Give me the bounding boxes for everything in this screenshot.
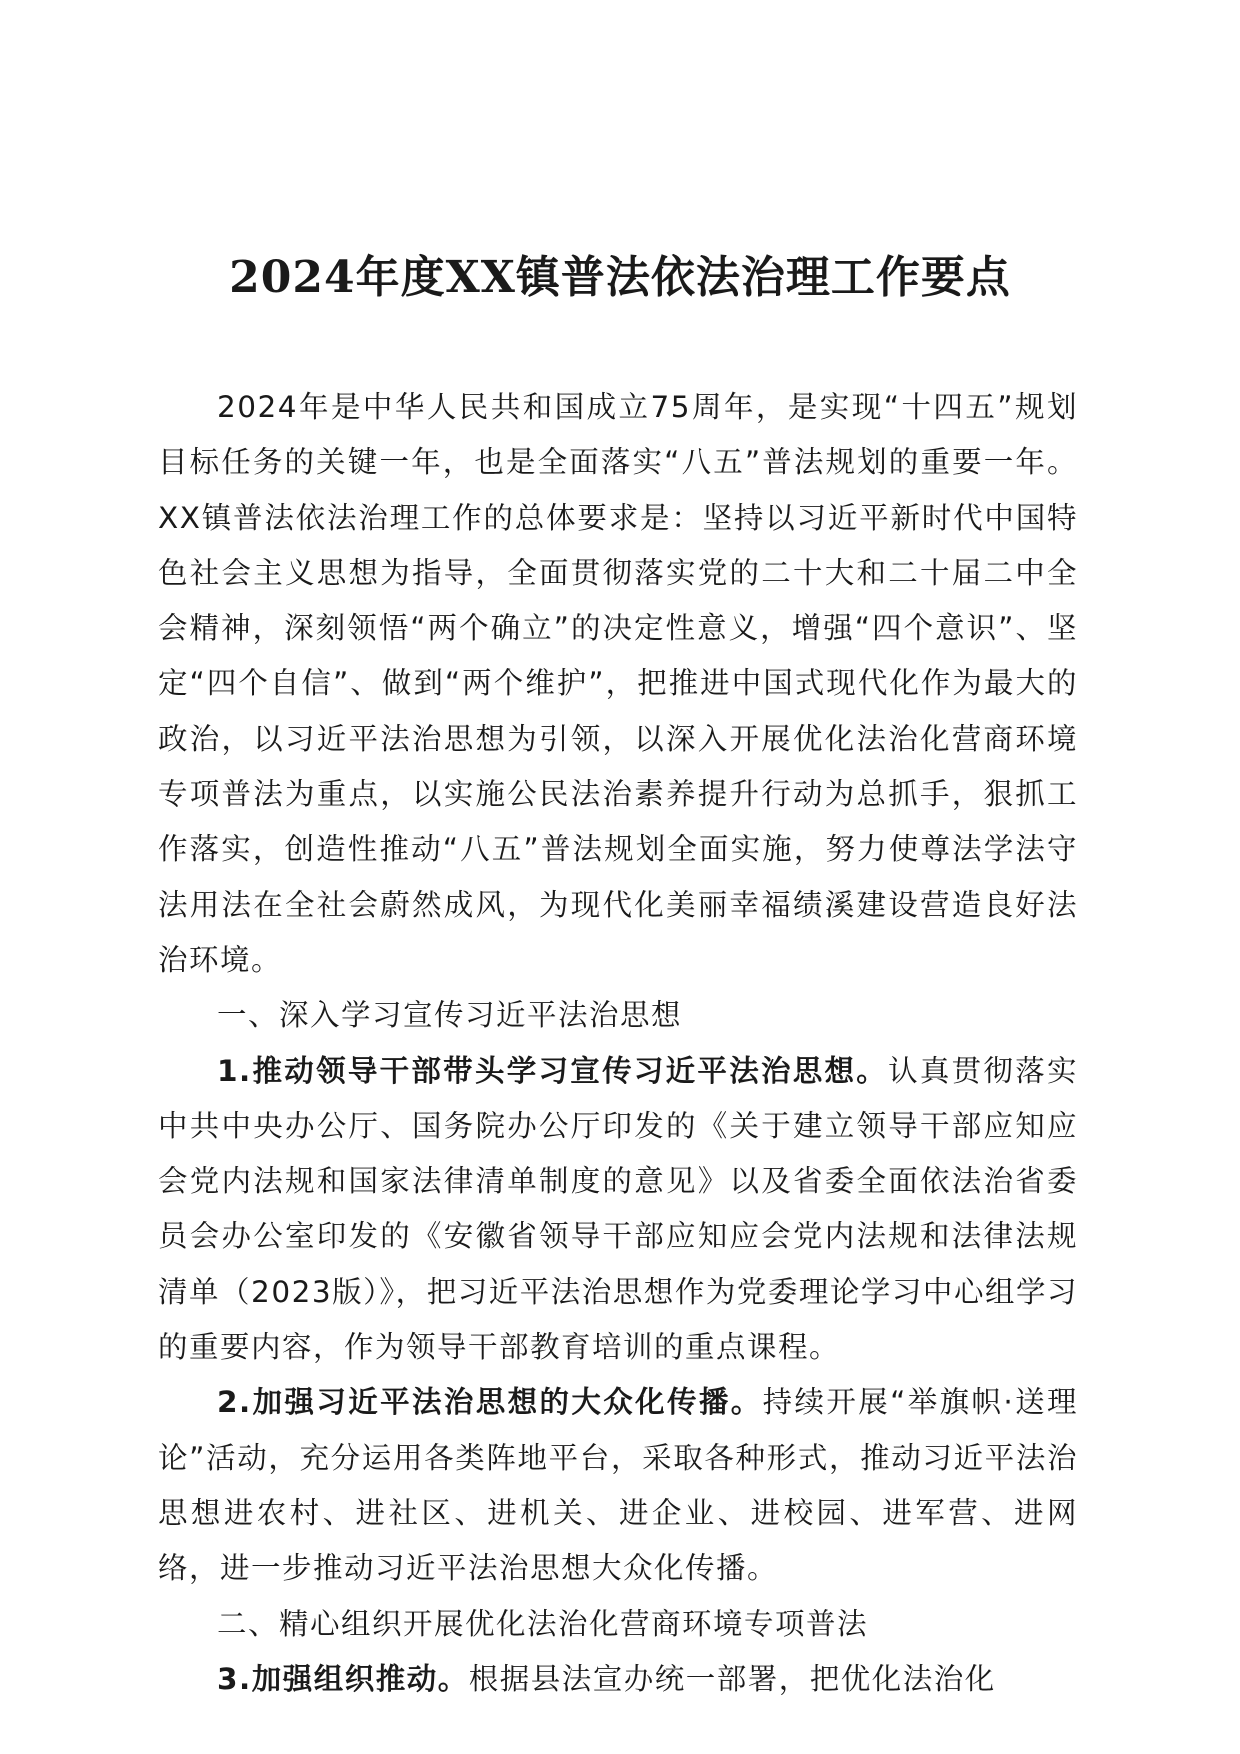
document-title: 2024年度XX镇普法依法治理工作要点 <box>229 252 1011 303</box>
item-1-lead: 1.推动领导干部带头学习宣传习近平法治思想。 <box>217 1053 889 1088</box>
item-2-text: 持续开展“举旗帜·送理论”活动，充分运用各类阵地平台，采取各种形式，推动习近平法治思想进农村、进社区、进机关、进企业、进校园、进军营、进网络，进一步推动习近平法治思想大众化传播。 <box>158 1385 1078 1586</box>
item-2-lead: 2.加强习近平法治思想的大众化传播。 <box>217 1385 763 1420</box>
section-2-heading: 二、精心组织开展优化法治化营商环境专项普法 <box>217 1606 869 1641</box>
item-2-paragraph <box>158 1375 1078 1596</box>
item-3-text: 根据县法宣办统一部署，把优化法治化 <box>468 1661 996 1696</box>
item-1-text: 认真贯彻落实中共中央办公厅、国务院办公厅印发的《关于建立领导干部应知应会党内法规和国家法律清单制度的意见》以及省委全面依法治省委员会办公室印发的《安徽省领导干部应知应会党内法规和法律法规清单（2023版）》，把习近平法治思想作为党委理论学习中心组学习的重要内容，作为领导干部教育培训的重点课程。 <box>158 1053 1078 1365</box>
item-3-lead: 3.加强组织推动。 <box>217 1661 469 1696</box>
item-3-paragraph <box>158 1652 1078 1707</box>
section-1-heading: 一、深入学习宣传习近平法治思想 <box>217 998 683 1033</box>
intro-paragraph: 2024年是中华人民共和国成立75周年，是实现“十四五”规划目标任务的关键一年，也是全面落实“八五”普法规划的重要一年。XX镇普法依法治理工作的总体要求是：坚持以习近平新时代中国特色社会主义思想为指导，全面贯彻落实党的二十大和二十届二中全会精神，深刻领悟“两个确立”的决定性意义，增强“四个意识”、坚定“四个自信”、做到“两个维护”，把推进中国式现代化作为最大的政治，以习近平法治思想为引领，以深入开展优化法治化营商环境专项普法为重点，以实施公民法治素养提升行动为总抓手，狠抓工作落实，创造性推动“八五”普法规划全面实施，努力使尊法学法守法用法在全社会蔚然成风，为现代化美丽幸福绩溪建设营造良好法治环境。 <box>158 390 1078 977</box>
document-body <box>158 380 1078 1707</box>
item-1-paragraph <box>158 1044 1078 1376</box>
